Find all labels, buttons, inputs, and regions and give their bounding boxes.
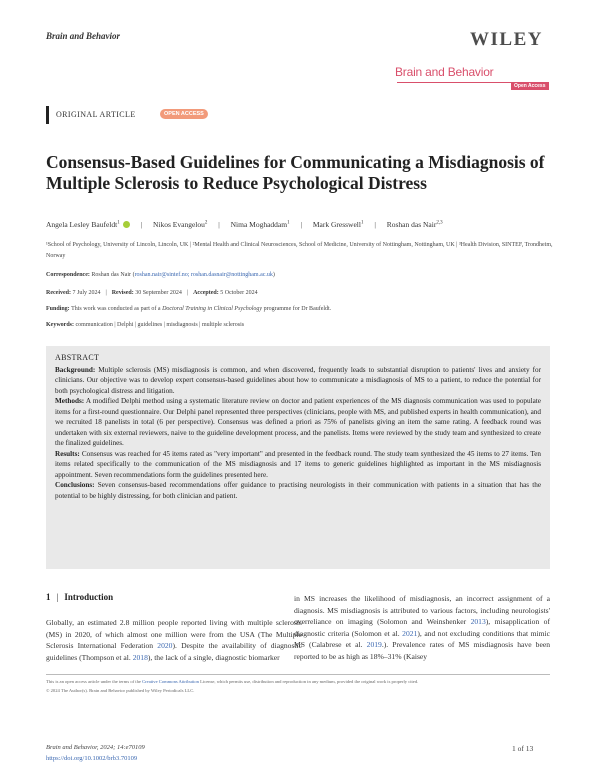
author-name[interactable]: Roshan das Nair$^{2,3}$ xyxy=(386,220,443,229)
author-name[interactable]: Angela Lesley Baufeldt$^1$ xyxy=(46,220,120,229)
author-name[interactable]: Nima Moghaddam$^1$ xyxy=(230,220,290,229)
journal-logo[interactable]: Brain and Behavior xyxy=(395,65,494,79)
citation-link[interactable]: 2020 xyxy=(157,641,173,650)
journal-open-access-tag: Open Access xyxy=(511,82,549,90)
body-column-right: in MS increases the likelihood of misdiagnosis, an incorrect assignment of a diagnosis. MS misdiagnosis is attributed to various factors, including neurologists' overreliance on imaging (Solomon and Weinshenker 2013), misapplication of diagnostic criteria (Solomon et al. 2021), and not excluding conditions that mimic MS (Calabrese et al. 2019.). Prevalence rates of MS misdiagnosis have been reported to be as high as 18%–31% (Kaisey xyxy=(294,594,550,661)
article-dates: Received: 7 July 2024 | Revised: 30 September 2024 | Accepted: 5 October 2024 xyxy=(46,290,258,296)
license-note: This is an open access article under the terms of the Creative Commons Attribution License, which permits use, distribution and reproduction in any medium, provided the original work is properly cited. © 2024 The Author(s). Brain and Behavior published by Wiley Periodicals LLC. xyxy=(46,677,550,695)
running-journal-title: Brain and Behavior xyxy=(46,31,121,41)
orcid-icon[interactable] xyxy=(123,221,130,228)
author-separator: | xyxy=(374,220,376,229)
publisher-logo[interactable]: WILEY xyxy=(470,29,543,50)
article-title: Consensus-Based Guidelines for Communicating a Misdiagnosis of Multiple Sclerosis to Reduce Psychological Distress xyxy=(46,152,545,193)
section-heading-introduction: 1 | Introduction xyxy=(46,592,114,602)
author-separator: | xyxy=(218,220,220,229)
page-number: 1 of 13 xyxy=(512,744,534,753)
copyright-line: © 2024 The Author(s). Brain and Behavior published by Wiley Periodicals LLC. xyxy=(46,688,195,693)
author-list xyxy=(46,220,556,229)
license-link[interactable]: Creative Commons Attribution xyxy=(142,679,199,684)
citation-link[interactable]: 2018 xyxy=(132,652,148,662)
doi-link[interactable]: https://doi.org/10.1002/brb3.70109 xyxy=(46,755,138,762)
author-name[interactable]: Nikos Evangelou$^2$ xyxy=(153,220,208,229)
abstract-background: Background: Multiple sclerosis (MS) misdiagnosis is common, and when discovered, frequently leads to substantial disruption to patients' lives and anxiety for clinicians. Our objective was to develop expert consensus-based guidelines about how to communicate a misdiagnosis of MS to a patient, to reduce the potential for both psychological distress and litigation. xyxy=(55,365,541,395)
funding: Funding: This work was conducted as part of a Doctoral Training in Clinical Psychology programme for Dr Baufeldt. xyxy=(46,306,332,312)
affiliations: ¹School of Psychology, University of Lincoln, Lincoln, UK | ²Mental Health and Clinical Neurosciences, School of Medicine, University of Nottingham, Nottingham, UK | ³Health Division, SINTEF, Trondheim, Norway xyxy=(46,242,553,259)
abstract-results: Results: Consensus was reached for 45 items rated as "very important" and presented in the feedback round. The study team synthesized the 45 items to 27 items. Ten items related specifically to the communication of the MS misdiagnosis and 17 items to generic guidelines highlighted as important in the MS misdiagnosis appointment. Seven recommendations form the guidelines presented here. xyxy=(55,449,541,479)
abstract-box xyxy=(46,346,550,569)
article-type: ORIGINAL ARTICLE xyxy=(56,110,136,119)
article-type-bar xyxy=(46,106,49,124)
citation-link[interactable]: 2019 xyxy=(366,640,382,649)
abstract-methods: Methods: A modified Delphi method using a systematic literature review on doctor and patient experiences of the MS diagnosis communication was used to populate items for a first-round questionnaire. Our Delphi panel represented three perspectives (clinicians, people with MS, and published experts in health communication), and we recruited 18 panelists in total (6 per perspective). Consensus was defined a priori as 75% of panelists giving an item the same rating. A feedback round was undertaken with six external reviewers, naive to the guideline development process, and the panelists. Items were reviewed by the study team and synthesized to create the finalized guidelines. xyxy=(55,397,541,447)
author-separator: | xyxy=(300,220,302,229)
body-column-left: Globally, an estimated 2.8 million people reported living with multiple sclerosis (MS) in 2020, of which almost one million were from the USA (The Multiple Sclerosis International Federation 2020). Despite the availability of diagnostic guidelines (Thompson et al. 2018), the lack of a single, diagnostic biomarker xyxy=(46,618,303,662)
author-name[interactable]: Mark Gresswell$^1$ xyxy=(312,220,364,229)
correspondence-email-link[interactable]: roshan.nair@sintef.no; roshan.dasnair@nottingham.ac.uk xyxy=(134,272,273,278)
footer-rule xyxy=(46,674,550,675)
author-separator: | xyxy=(140,220,143,229)
abstract-conclusions: Conclusions: Seven consensus-based recommendations offer guidance to practising neurologists in their communication with patients in a situation that has the potential to be highly distressing, for both clinician and patient. xyxy=(55,481,542,500)
correspondence: Correspondence: Roshan das Nair (roshan.nair@sintef.no; roshan.dasnair@nottingham.ac.uk) xyxy=(46,272,275,278)
abstract-heading: ABSTRACT xyxy=(55,353,100,362)
open-access-badge: OPEN ACCESS xyxy=(160,109,208,119)
keywords: Keywords: communication | Delphi | guidelines | misdiagnosis | multiple sclerosis xyxy=(46,322,245,328)
citation-link[interactable]: 2021 xyxy=(402,628,418,638)
citation-link[interactable]: 2013 xyxy=(470,617,486,626)
journal-citation: Brain and Behavior, 2024; 14:e70109 xyxy=(46,744,145,751)
